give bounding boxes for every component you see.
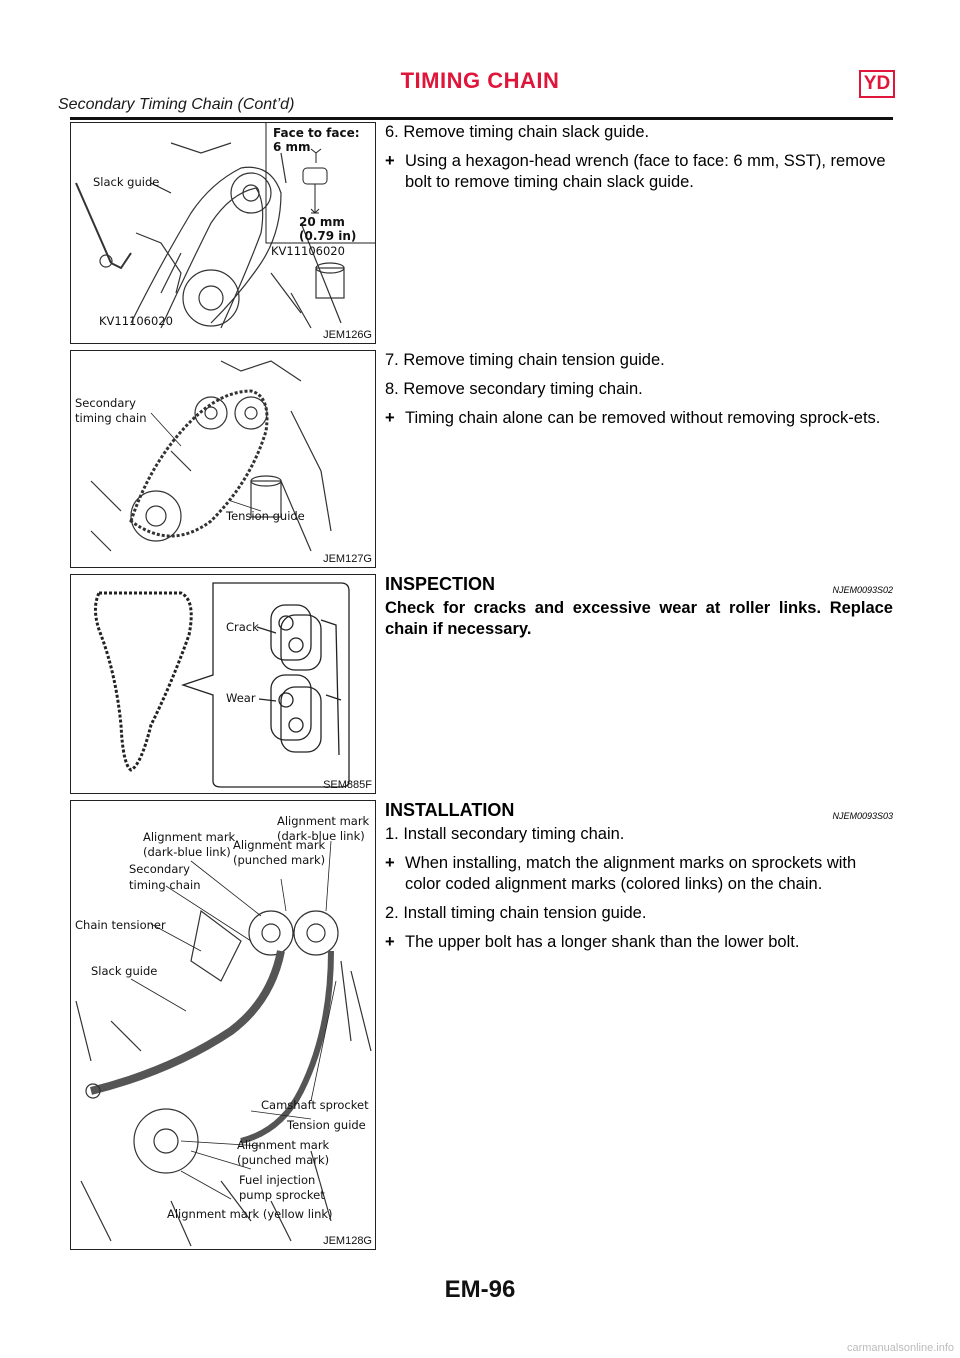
fig4-label-am1-sub: (dark-blue link)	[143, 845, 231, 859]
fig4-label-slack-guide: Slack guide	[91, 964, 158, 978]
step-8-bullet	[385, 408, 893, 429]
figure-id: JEM126G	[323, 329, 372, 341]
fig4-label-secondary: Secondary	[129, 862, 190, 876]
fig4-label-am-yellow: Alignment mark (yellow link)	[167, 1207, 333, 1221]
fig4-label-timing-chain: timing chain	[129, 878, 201, 892]
engine-badge: YD	[859, 70, 895, 98]
fig1-label-slack-guide: Slack guide	[93, 175, 160, 189]
fig4-label-camshaft-sprocket: Camshaft sprocket	[261, 1098, 369, 1112]
fig1-label-20mm: 20 mm	[299, 215, 345, 229]
bullet-mark: +	[385, 409, 395, 427]
figure-sem885f	[70, 574, 376, 794]
steps-remove-chain	[385, 350, 893, 437]
fig1-label-6mm: 6 mm	[273, 140, 311, 154]
fig1-label-face: Face to face:	[273, 126, 360, 140]
figure-id: JEM127G	[323, 553, 372, 565]
figure-id: SEM885F	[323, 779, 372, 791]
fig2-label-timing-chain: timing chain	[75, 411, 147, 425]
bullet-mark: +	[385, 152, 395, 170]
figure-jem126g-drawing	[71, 123, 375, 343]
inspection-code: NJEM0093S02	[832, 585, 893, 595]
installation-heading	[385, 800, 893, 824]
figure-jem128g	[70, 800, 376, 1250]
fig4-label-tension-guide: Tension guide	[287, 1118, 366, 1132]
fig4-label-am4-sub: (punched mark)	[237, 1153, 330, 1167]
install-step-1-bullet-text: When installing, match the alignment marks on sprockets with color coded alignment marks (colored links) on the chain.	[405, 854, 857, 893]
step-8-bullet-text: Timing chain alone can be removed without removing sprock-ets.	[405, 409, 881, 427]
fig2-label-tension-guide: Tension guide	[226, 509, 305, 523]
section-title: TIMING CHAIN	[400, 68, 560, 93]
inspection-heading-text: INSPECTION	[385, 574, 496, 594]
fig1-label-079in: (0.79 in)	[299, 229, 357, 243]
bullet-mark: +	[385, 933, 395, 951]
fig4-label-am2-sub: (dark-blue link)	[277, 829, 365, 843]
figure-jem128g-drawing	[71, 801, 375, 1249]
fig2-label-secondary: Secondary	[75, 396, 136, 410]
fig4-label-pump: pump sprocket	[239, 1188, 325, 1202]
figure-id: JEM128G	[323, 1235, 372, 1247]
installation-section	[385, 800, 893, 961]
bullet-mark: +	[385, 854, 395, 872]
fig1-label-kv: KV11106020	[99, 314, 173, 328]
fig4-label-fuel: Fuel injection	[239, 1173, 316, 1187]
step-6-bullet-text: Using a hexagon-head wrench (face to face: 6 mm, SST), remove bolt to remove timing chain slack guide.	[405, 152, 886, 191]
install-step-1: 1. Install secondary timing chain.	[385, 825, 625, 843]
step-7: 7. Remove timing chain tension guide.	[385, 351, 665, 369]
step-6: 6. Remove timing chain slack guide.	[385, 123, 650, 141]
install-step-2-bullet-text: The upper bolt has a longer shank than the lower bolt.	[405, 933, 800, 951]
fig1-label-kv-inset: KV11106020	[271, 244, 345, 258]
fig4-label-am4: Alignment mark	[237, 1138, 330, 1152]
install-step-1-bullet	[385, 853, 893, 895]
inspection-text: Check for cracks and excessive wear at roller links. Replace chain if necessary.	[385, 599, 893, 638]
figure-jem127g-drawing	[71, 351, 375, 567]
fig3-label-wear: Wear	[226, 691, 256, 705]
watermark: carmanualsonline.info	[846, 1342, 954, 1354]
install-step-2-bullet	[385, 932, 893, 953]
page-number: EM-96	[444, 1276, 516, 1303]
fig4-label-chain-tensioner: Chain tensioner	[75, 918, 166, 932]
header-rule	[70, 117, 893, 120]
fig4-label-am3: Alignment mark	[233, 838, 326, 852]
figure-jem127g	[70, 350, 376, 568]
steps-remove-slack	[385, 122, 893, 201]
step-6-bullet	[385, 151, 893, 193]
figure-sem885f-drawing	[71, 575, 375, 793]
installation-heading-text: INSTALLATION	[385, 800, 515, 820]
fig3-label-crack: Crack	[226, 620, 259, 634]
step-8: 8. Remove secondary timing chain.	[385, 380, 643, 398]
fig4-label-am3-sub: (punched mark)	[233, 853, 326, 867]
install-step-2: 2. Install timing chain tension guide.	[385, 904, 647, 922]
inspection-section	[385, 574, 893, 648]
fig4-label-am2: Alignment mark	[277, 814, 370, 828]
installation-code: NJEM0093S03	[832, 811, 893, 821]
figure-jem126g	[70, 122, 376, 344]
inspection-heading	[385, 574, 893, 598]
fig4-label-am1: Alignment mark	[143, 830, 236, 844]
section-subtitle: Secondary Timing Chain (Cont’d)	[58, 96, 295, 113]
